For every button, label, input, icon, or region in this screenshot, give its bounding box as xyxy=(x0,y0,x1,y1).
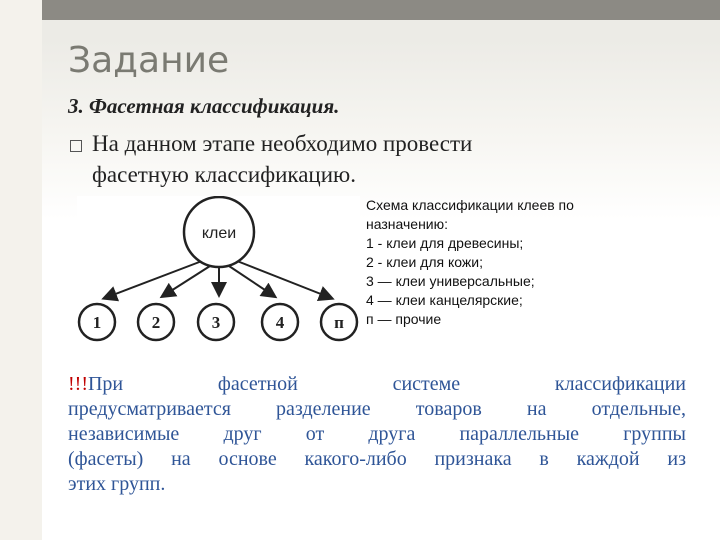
caption-line: 4 — клеи канцелярские; xyxy=(366,292,523,308)
note-line-2: предусматривается разделение товаров на отдельные, xyxy=(68,398,686,420)
caption-line: Схема классификации клеев по xyxy=(366,197,574,213)
caption-line: п — прочие xyxy=(366,311,442,327)
child-node-label: 2 xyxy=(151,313,161,332)
tree-diagram xyxy=(77,196,360,346)
note-line-3: независимые друг от друга параллельные группы xyxy=(68,423,686,445)
bullet-text xyxy=(92,128,612,190)
top-decor-band xyxy=(42,0,720,20)
caption-line: 3 — клеи универсальные; xyxy=(366,273,535,289)
edge-2 xyxy=(163,266,210,296)
note-exclamation: !!! xyxy=(68,373,88,395)
facet-note xyxy=(68,372,686,497)
bullet-line: фасетную классификацию. xyxy=(92,162,356,187)
note-line-4: (фасеты) на основе какого-либо признака в каждой из xyxy=(68,448,686,470)
edge-4 xyxy=(229,266,274,296)
caption-line: 2 - клеи для кожи; xyxy=(366,254,483,270)
root-node-label: клеи xyxy=(201,225,237,242)
slide-subtitle: 3. Фасетная классификация. xyxy=(68,94,340,118)
child-node-label: 1 xyxy=(92,313,102,332)
bullet-square-icon xyxy=(70,140,82,152)
note-text: При фасетной системе классификации xyxy=(87,373,686,395)
child-node-label: 3 xyxy=(211,313,221,332)
slide-title: Задание xyxy=(68,40,230,81)
note-line-5: этих групп. xyxy=(68,473,166,495)
child-node-label: п xyxy=(334,313,344,332)
child-node-label: 4 xyxy=(275,313,285,332)
classification-diagram xyxy=(77,196,360,346)
left-decor-band xyxy=(0,0,42,540)
diagram-caption xyxy=(366,196,636,329)
caption-line: 1 - клеи для древесины; xyxy=(366,235,524,251)
bullet-line: На данном этапе необходимо провести xyxy=(92,131,473,156)
caption-line: назначению: xyxy=(366,216,449,232)
edge-5 xyxy=(237,261,331,298)
note-line-1 xyxy=(68,372,686,397)
